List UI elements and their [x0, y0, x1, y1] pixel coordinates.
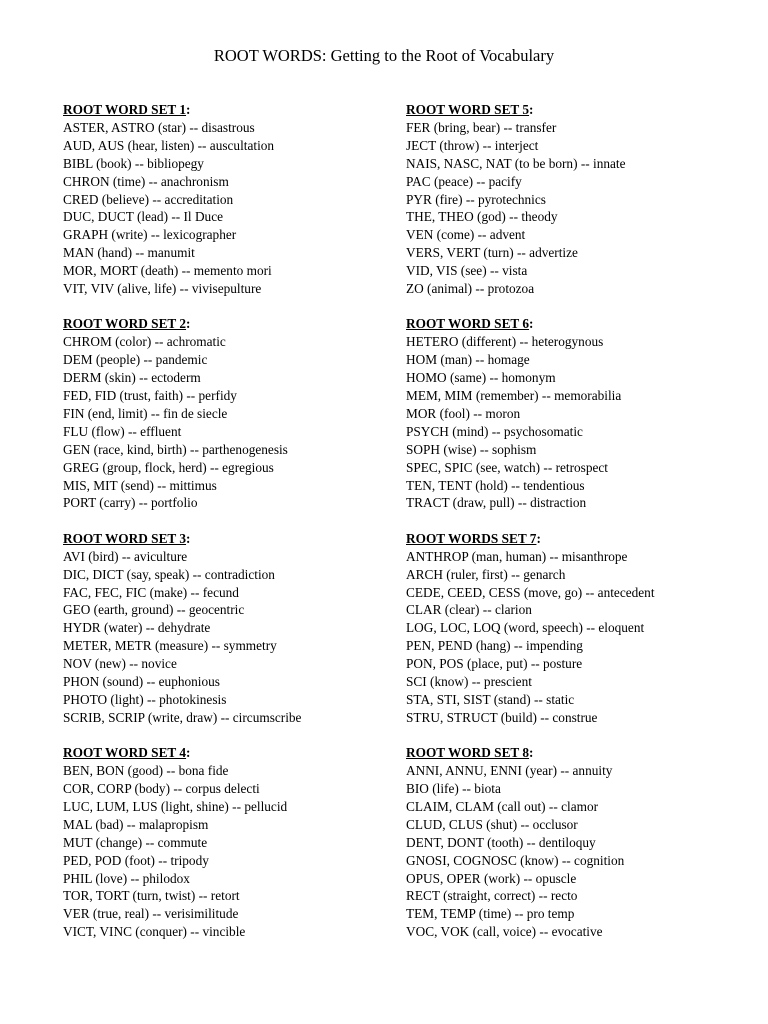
set-heading-label: ROOT WORD SET 2: [63, 316, 187, 332]
root-word-entry: SCI (know) -- prescient: [406, 674, 532, 690]
root-word-entry: TRACT (draw, pull) -- distraction: [406, 495, 587, 511]
root-word-entry: AVI (bird) -- aviculture: [63, 548, 188, 564]
root-word-entry: DIC, DICT (say, speak) -- contradiction: [63, 566, 275, 582]
root-word-entry: THE, THEO (god) -- theody: [406, 209, 558, 225]
root-word-entry: ARCH (ruler, first) -- genarch: [406, 566, 566, 582]
root-word-entry: SCRIB, SCRIP (write, draw) -- circumscribe: [63, 709, 302, 725]
root-word-entry: PSYCH (mind) -- psychosomatic: [406, 423, 583, 439]
set-heading-label: ROOT WORD SET 8: [406, 745, 530, 761]
root-word-entry: CLAIM, CLAM (call out) -- clamor: [406, 799, 599, 814]
root-word-entry: ASTER, ASTRO (star) -- disastrous: [63, 120, 255, 135]
root-word-entry: PYR (fire) -- pyrotechnics: [406, 191, 546, 207]
root-word-entry: BIBL (book) -- bibliopegy: [63, 155, 204, 171]
set-heading-label: ROOT WORD SET 1: [63, 102, 187, 117]
root-word-entry: ANTHROP (man, human) -- misanthrope: [406, 548, 628, 564]
root-word-entry: LOG, LOC, LOQ (word, speech) -- eloquent: [406, 620, 645, 636]
root-word-entry: CLAR (clear) -- clarion: [406, 602, 532, 618]
set-heading-label: ROOT WORD SET 4: [63, 745, 187, 761]
right-column: [406, 101, 655, 959]
root-word-entry: CRED (believe) -- accreditation: [63, 191, 234, 207]
root-word-entry: VEN (come) -- advent: [406, 227, 526, 243]
set-heading-colon: :: [186, 745, 191, 761]
root-word-entry: VICT, VINC (conquer) -- vincible: [63, 924, 246, 940]
page-title: ROOT WORDS: Getting to the Root of Vocabulary: [213, 46, 555, 65]
root-word-entry: PHOTO (light) -- photokinesis: [63, 691, 227, 707]
root-word-entry: GEN (race, kind, birth) -- parthenogenesis: [63, 441, 288, 457]
root-word-set: [63, 315, 301, 512]
root-word-entry: PEN, PEND (hang) -- impending: [406, 638, 583, 654]
root-word-entry: GNOSI, COGNOSC (know) -- cognition: [406, 852, 625, 868]
set-heading: [63, 530, 301, 548]
set-heading-colon: :: [529, 316, 534, 332]
set-heading: [406, 315, 655, 333]
set-heading-colon: :: [186, 316, 191, 332]
root-word-entry: VERS, VERT (turn) -- advertize: [406, 245, 578, 261]
root-word-entry: DENT, DONT (tooth) -- dentiloquy: [406, 834, 596, 850]
left-column: [63, 101, 301, 959]
root-word-entry: HOMO (same) -- homonym: [406, 370, 556, 386]
root-word-entry: HOM (man) -- homage: [406, 352, 530, 368]
root-word-entry: GEO (earth, ground) -- geocentric: [63, 602, 245, 618]
root-word-entry: VID, VIS (see) -- vista: [406, 263, 528, 279]
root-word-entry: STA, STI, SIST (stand) -- static: [406, 691, 575, 707]
root-word-entry: NOV (new) -- novice: [63, 656, 177, 672]
root-word-entry: VOC, VOK (call, voice) -- evocative: [406, 924, 603, 940]
root-word-entry: STRU, STRUCT (build) -- construe: [406, 709, 598, 725]
root-word-entry: JECT (throw) -- interject: [406, 137, 539, 153]
root-word-entry: GRAPH (write) -- lexicographer: [63, 227, 237, 243]
set-heading: [63, 744, 301, 762]
root-word-entry: MUT (change) -- commute: [63, 834, 208, 850]
root-word-entry: PED, POD (foot) -- tripody: [63, 852, 209, 868]
root-word-entry: FED, FID (trust, faith) -- perfidy: [63, 388, 237, 404]
set-heading: [406, 744, 655, 762]
root-word-entry: HETERO (different) -- heterogynous: [406, 334, 604, 350]
root-word-entry: DERM (skin) -- ectoderm: [63, 370, 201, 386]
root-word-entry: TOR, TORT (turn, twist) -- retort: [63, 888, 240, 904]
set-heading: [63, 101, 301, 119]
root-word-entry: FER (bring, bear) -- transfer: [406, 120, 557, 135]
root-word-entry: NAIS, NASC, NAT (to be born) -- innate: [406, 155, 626, 171]
root-word-entry: CLUD, CLUS (shut) -- occlusor: [406, 816, 578, 832]
root-word-entry: OPUS, OPER (work) -- opuscle: [406, 870, 577, 886]
root-word-entry: SPEC, SPIC (see, watch) -- retrospect: [406, 459, 608, 475]
set-heading: [406, 101, 655, 119]
root-word-entry: MOR, MORT (death) -- memento mori: [63, 263, 272, 279]
root-word-entry: CHRON (time) -- anachronism: [63, 173, 229, 189]
root-word-set: [63, 744, 301, 941]
root-word-entry: DUC, DUCT (lead) -- Il Duce: [63, 209, 224, 225]
root-word-entry: FIN (end, limit) -- fin de siecle: [63, 405, 228, 421]
root-word-entry: MOR (fool) -- moron: [406, 405, 521, 421]
root-word-entry: RECT (straight, correct) -- recto: [406, 888, 578, 904]
root-word-entry: HYDR (water) -- dehydrate: [63, 620, 211, 636]
root-word-entry: MEM, MIM (remember) -- memorabilia: [406, 388, 622, 404]
root-word-entry: CEDE, CEED, CESS (move, go) -- antecedent: [406, 584, 655, 600]
root-word-entry: DEM (people) -- pandemic: [63, 352, 208, 368]
root-word-entry: SOPH (wise) -- sophism: [406, 441, 537, 457]
set-heading-colon: :: [536, 530, 541, 546]
set-heading-label: ROOT WORDS SET 7: [406, 530, 537, 546]
root-word-entry: TEN, TENT (hold) -- tendentious: [406, 477, 585, 493]
set-heading-label: ROOT WORD SET 3: [63, 530, 187, 546]
root-word-entry: MAL (bad) -- malapropism: [63, 816, 209, 832]
root-word-set: [63, 101, 301, 298]
set-heading-label: ROOT WORD SET 5: [406, 102, 530, 117]
root-word-entry: CHROM (color) -- achromatic: [63, 334, 226, 350]
root-word-entry: LUC, LUM, LUS (light, shine) -- pellucid: [63, 799, 288, 814]
set-heading: [63, 315, 301, 333]
root-word-set: [406, 101, 655, 298]
root-word-entry: MIS, MIT (send) -- mittimus: [63, 477, 217, 493]
set-heading-colon: :: [529, 745, 534, 761]
root-word-set: [406, 530, 655, 727]
root-word-entry: BEN, BON (good) -- bona fide: [63, 763, 229, 779]
root-word-entry: FLU (flow) -- effluent: [63, 423, 182, 439]
root-word-entry: ANNI, ANNU, ENNI (year) -- annuity: [406, 763, 613, 779]
root-word-entry: VIT, VIV (alive, life) -- vivisepulture: [63, 281, 262, 297]
root-word-entry: PAC (peace) -- pacify: [406, 173, 522, 189]
root-word-entry: VER (true, real) -- verisimilitude: [63, 906, 239, 922]
root-word-set: [406, 315, 655, 512]
root-word-set: [63, 530, 301, 727]
root-word-entry: PON, POS (place, put) -- posture: [406, 656, 583, 672]
root-word-entry: GREG (group, flock, herd) -- egregious: [63, 459, 274, 475]
root-word-entry: COR, CORP (body) -- corpus delecti: [63, 781, 260, 797]
set-heading: [406, 530, 655, 548]
root-word-entry: BIO (life) -- biota: [406, 781, 501, 797]
set-heading-colon: :: [529, 102, 534, 117]
root-word-entry: METER, METR (measure) -- symmetry: [63, 638, 277, 654]
root-word-entry: AUD, AUS (hear, listen) -- auscultation: [63, 137, 275, 153]
root-word-entry: PHON (sound) -- euphonious: [63, 674, 220, 690]
root-word-entry: MAN (hand) -- manumit: [63, 245, 195, 261]
set-heading-colon: :: [186, 102, 191, 117]
root-word-entry: FAC, FEC, FIC (make) -- fecund: [63, 584, 239, 600]
set-heading-colon: :: [186, 530, 191, 546]
root-word-entry: PORT (carry) -- portfolio: [63, 495, 198, 511]
root-word-entry: ZO (animal) -- protozoa: [406, 281, 535, 297]
root-word-set: [406, 744, 655, 941]
root-word-entry: PHIL (love) -- philodox: [63, 870, 190, 886]
set-heading-label: ROOT WORD SET 6: [406, 316, 530, 332]
root-word-entry: TEM, TEMP (time) -- pro temp: [406, 906, 575, 922]
